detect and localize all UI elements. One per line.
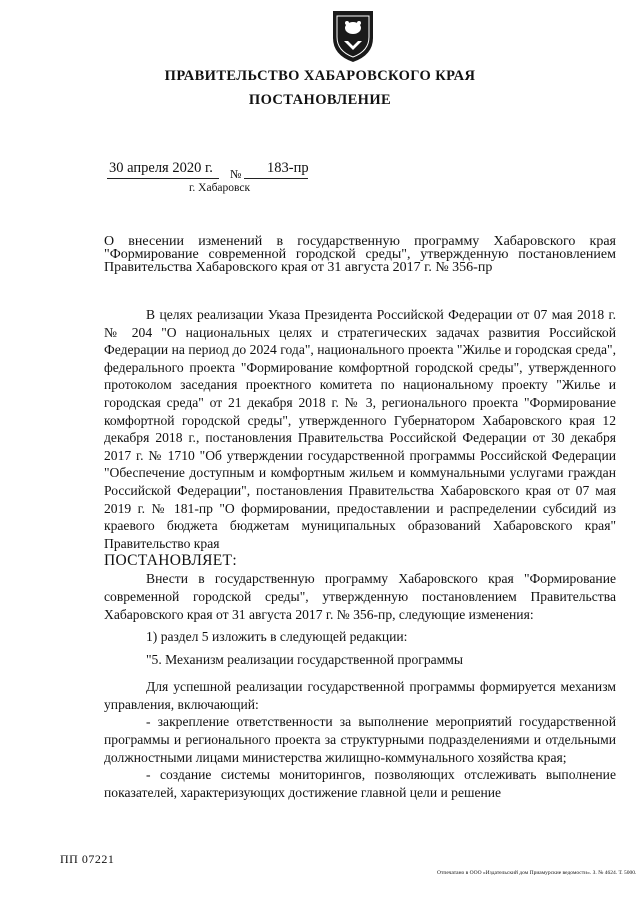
- preamble-paragraph: В целях реализации Указа Президента Российской Федерации от 07 мая 2018 г. № 204 "О национальных целях и стратегических задачах развития Российской Федерации на период до 2024 года", национального проекта "Жилье и городская среда", федерального проекта "Формирование комфортной городской среды", утвержденного протоколом заседания проектного комитета по национальному проекту "Жилье и городская среда" от 21 декабря 2018 г. № 3, регионального проекта "Формирование комфортной городской среды", утвержденного Губернатором Хабаровского края 12 декабря 2018 г., постановления Правительства Российской Федерации от 30 декабря 2017 г. № 1710 "Об утверждении государственной программы Российской Федерации "Обеспечение доступным и комфортным жильем и коммунальными услугами граждан Российской Федерации", постановления Правительства Хабаровского края от 07 мая 2019 г. № 181-пр "О формировании, предоставлении и распределении субсидий из краевого бюджета бюджетам муниципальных образований Хабаровского края" Правительство края: [104, 307, 616, 551]
- document-number: 183-пр: [267, 160, 309, 176]
- list-item: - закрепление ответственности за выполнение мероприятий государственной программы и регионального проекта за структурными подразделениями и отдельными должностными лицами министерства жилищно-коммунального хозяйства края;: [104, 714, 616, 765]
- body-paragraph: Для успешной реализации государственной программы формируется механизм управления, включающий:: [104, 679, 616, 712]
- document-city: г. Хабаровск: [189, 182, 251, 194]
- section-heading: "5. Механизм реализации государственной программы: [146, 651, 464, 667]
- body-paragraph: 1) раздел 5 изложить в следующей редакции:: [146, 629, 408, 645]
- document-subject: О внесении изменений в государственную программу Хабаровского края "Формирование современной городской среды", утвержденную постановлением Правительства Хабаровского края от 31 августа 2017 г. № 356-пр: [104, 234, 616, 275]
- document-date: 30 апреля 2020 г.: [109, 160, 213, 176]
- government-name: ПРАВИТЕЛЬСТВО ХАБАРОВСКОГО КРАЯ: [164, 68, 476, 84]
- body-paragraph: Внести в государственную программу Хабаровского края "Формирование современной городской среды", утвержденную постановлением Правительства Хабаровского края от 31 августа 2017 г. № 356-пр, следующие изменения:: [104, 571, 616, 622]
- resolves-heading: ПОСТАНОВЛЯЕТ:: [104, 552, 237, 570]
- document-body: [104, 306, 616, 801]
- document-type: ПОСТАНОВЛЕНИЕ: [248, 92, 392, 108]
- list-item: - создание системы мониторингов, позволяющих отслеживать выполнение показателей, характеризующих достижение главной цели и решение: [104, 767, 616, 800]
- printer-note: Отпечатано в ООО «Издательский дом Приамурские ведомости». З. № 4624. Т. 5000.: [437, 870, 637, 876]
- coat-of-arms-icon: [330, 8, 376, 64]
- number-underline: [244, 178, 308, 179]
- number-sign: №: [230, 167, 242, 181]
- date-underline: [107, 178, 219, 179]
- document-code: ПП 07221: [60, 852, 115, 866]
